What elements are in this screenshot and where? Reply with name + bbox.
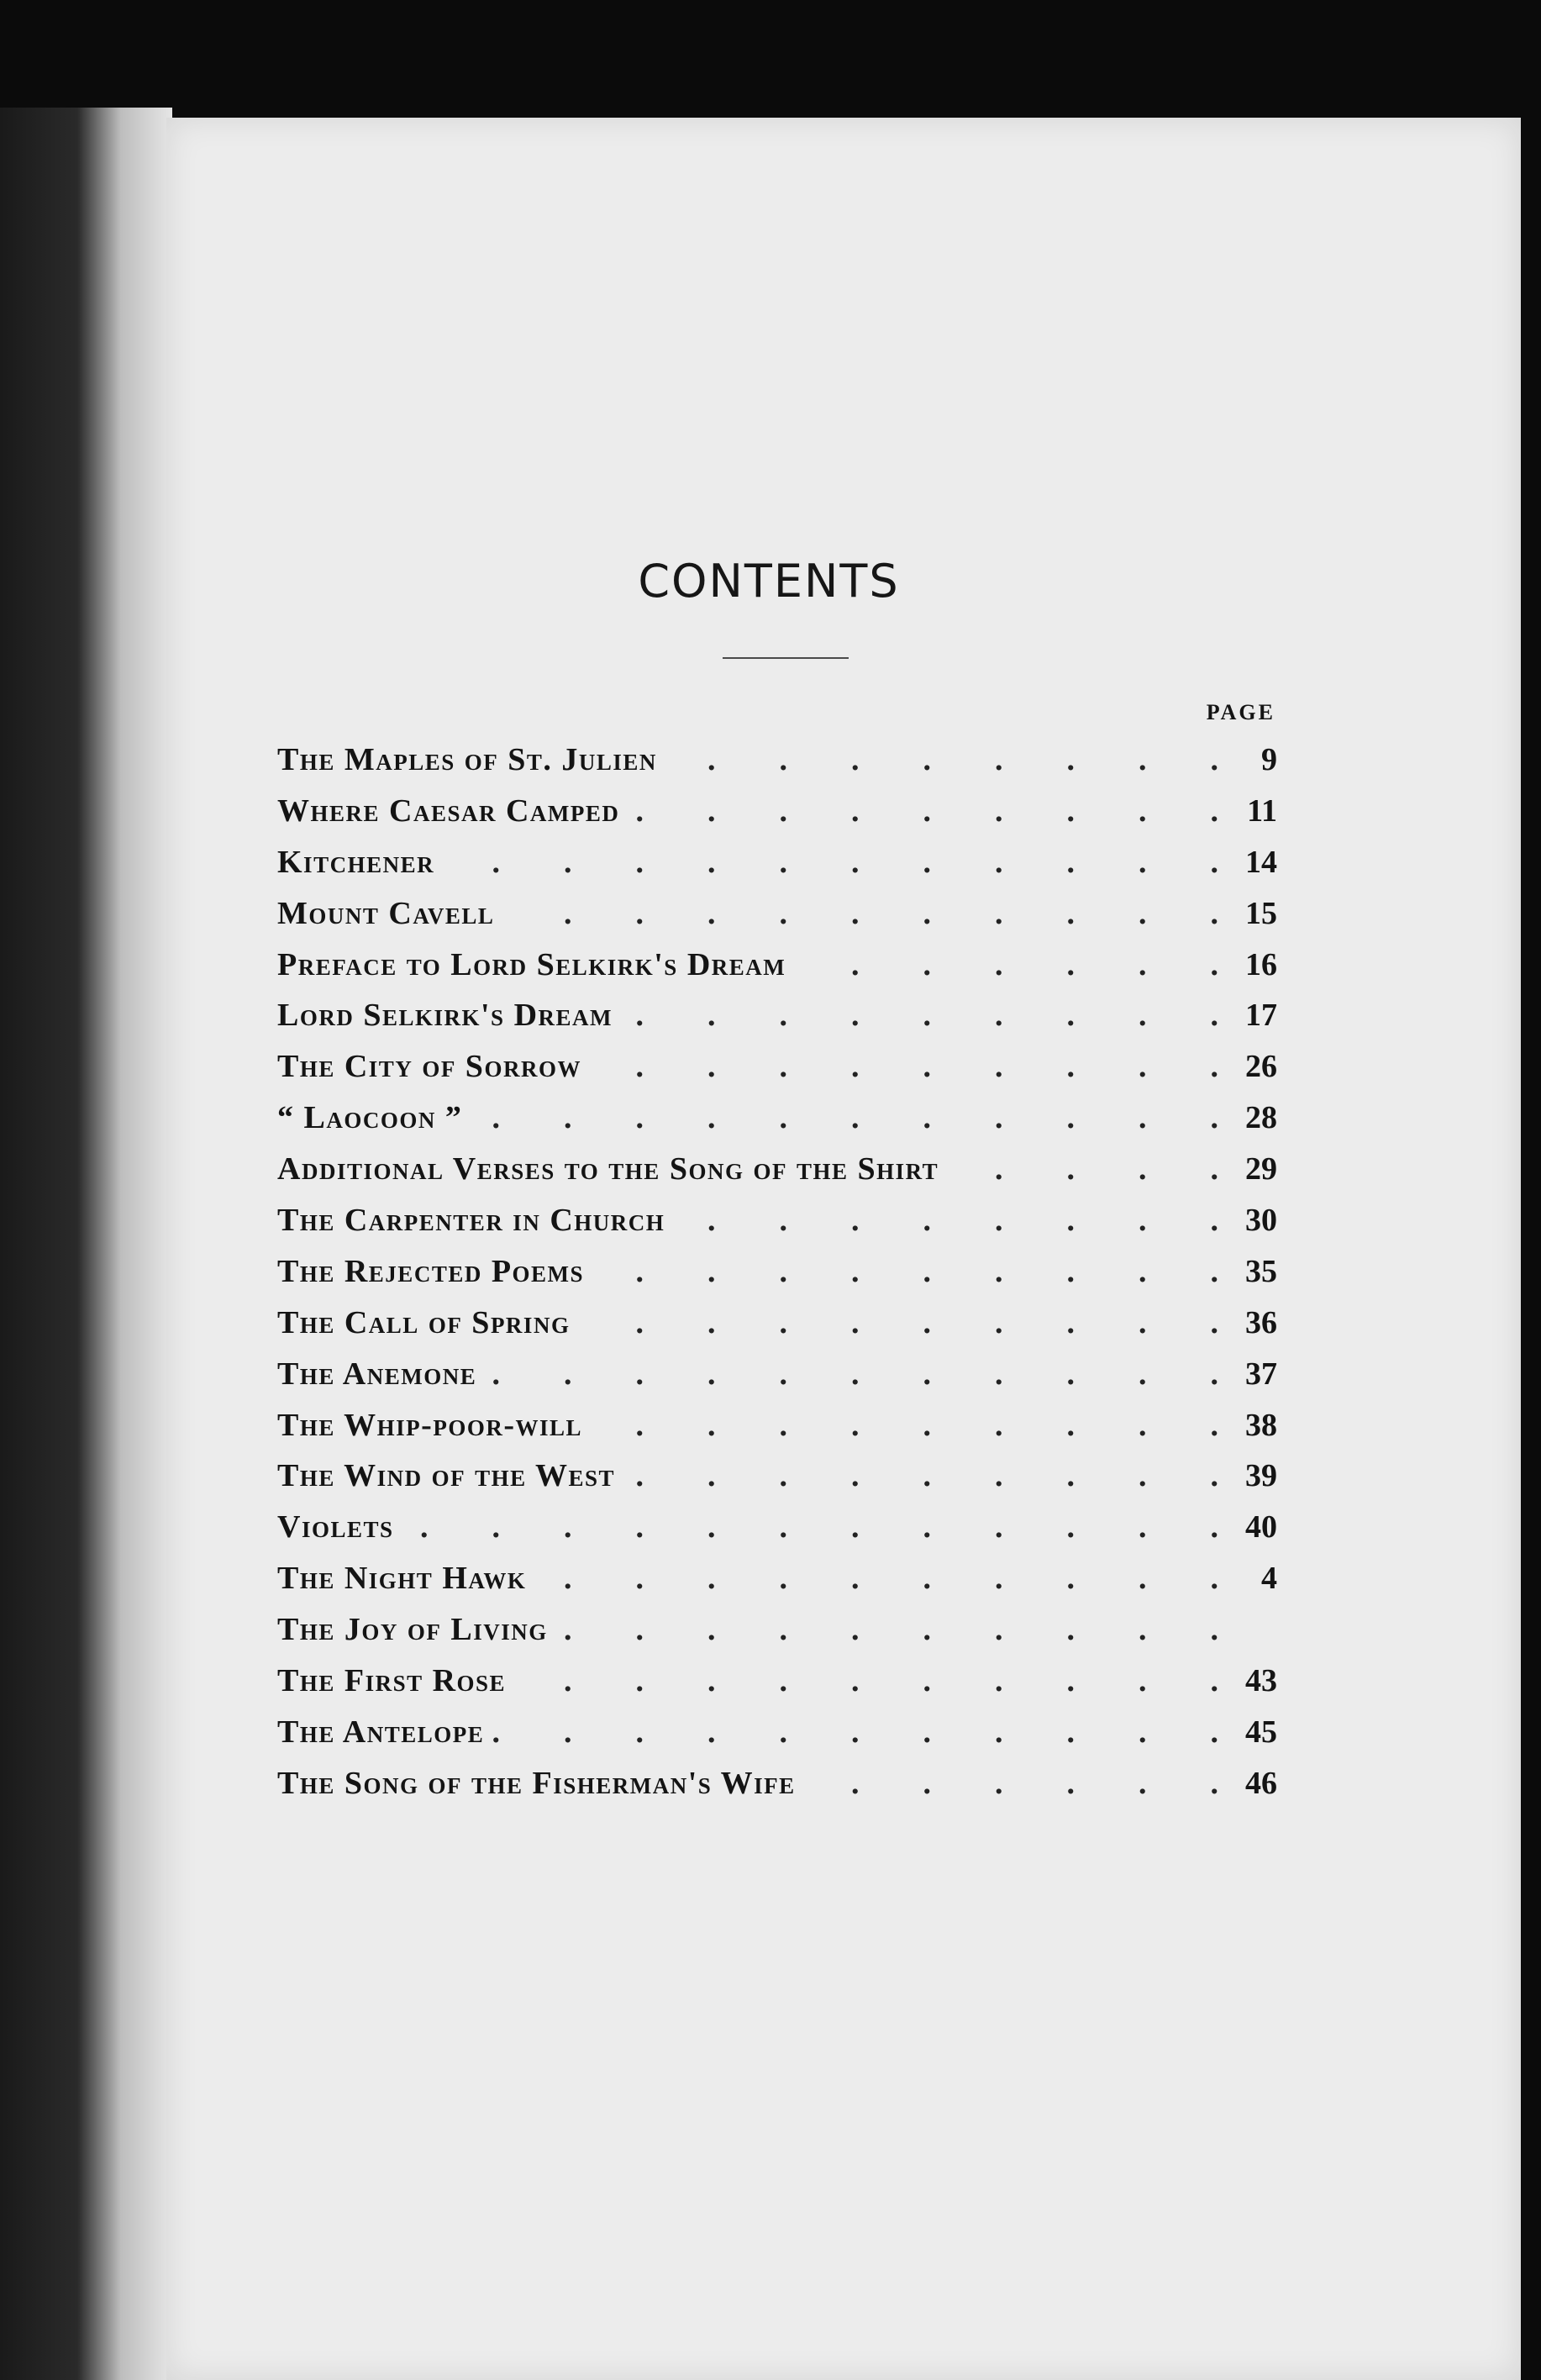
toc-entry-title: The Call of Spring bbox=[277, 1304, 571, 1340]
title-rule bbox=[723, 657, 849, 659]
toc-entry bbox=[277, 1707, 1277, 1758]
toc-entry-title: “ Laocoon ” bbox=[277, 1100, 463, 1136]
toc-entry bbox=[277, 1246, 1277, 1298]
dot-leader bbox=[613, 990, 1218, 1041]
toc-entry-page: 17 bbox=[1245, 998, 1277, 1034]
toc-entry-page: 37 bbox=[1245, 1356, 1277, 1392]
toc-entry bbox=[277, 786, 1277, 837]
toc-entry-title: The Anemone bbox=[277, 1356, 477, 1392]
table-of-contents bbox=[277, 691, 1277, 1809]
toc-entry-page: 14 bbox=[1245, 844, 1277, 880]
toc-entry-page: 46 bbox=[1245, 1765, 1277, 1801]
toc-entry-title: Kitchener bbox=[277, 844, 435, 880]
dot-leader bbox=[506, 1656, 1218, 1707]
toc-entry-title: Lord Selkirk's Dream bbox=[277, 998, 613, 1034]
book-page bbox=[166, 118, 1521, 2380]
toc-entry bbox=[277, 1656, 1277, 1707]
toc-entry bbox=[277, 837, 1277, 888]
dot-leader bbox=[619, 786, 1218, 837]
dot-leader bbox=[394, 1502, 1219, 1553]
toc-entry-page: 43 bbox=[1245, 1663, 1277, 1699]
toc-entry bbox=[277, 1451, 1277, 1502]
toc-entry-title: Where Caesar Camped bbox=[277, 792, 620, 829]
dot-leader bbox=[584, 1246, 1218, 1298]
dot-leader bbox=[484, 1707, 1218, 1758]
toc-entry bbox=[277, 1502, 1277, 1553]
toc-entry bbox=[277, 1093, 1277, 1144]
toc-entry-title: The Joy of Living bbox=[277, 1612, 548, 1648]
toc-entry bbox=[277, 1604, 1277, 1656]
toc-entry-title: The City of Sorrow bbox=[277, 1049, 581, 1085]
book-spine-shadow bbox=[0, 108, 172, 2380]
dot-leader bbox=[476, 1349, 1218, 1400]
toc-entry bbox=[277, 1298, 1277, 1349]
toc-entry-page: 11 bbox=[1247, 792, 1277, 829]
toc-entry-page: 4 bbox=[1261, 1561, 1277, 1597]
toc-entry bbox=[277, 1553, 1277, 1604]
toc-entry-title: The First Rose bbox=[277, 1663, 507, 1699]
dot-leader bbox=[434, 837, 1218, 888]
dot-leader bbox=[582, 1400, 1218, 1451]
toc-entry bbox=[277, 1349, 1277, 1400]
toc-entry-title: Mount Cavell bbox=[277, 895, 495, 931]
toc-entry-page: 38 bbox=[1245, 1407, 1277, 1443]
toc-entry-title: The Carpenter in Church bbox=[277, 1203, 665, 1239]
toc-entry-page: 36 bbox=[1245, 1304, 1277, 1340]
page-column-label: PAGE bbox=[1206, 700, 1275, 724]
toc-entry-page: 28 bbox=[1245, 1100, 1277, 1136]
toc-entry-page: 29 bbox=[1245, 1151, 1277, 1187]
toc-entry-page: 9 bbox=[1261, 742, 1277, 777]
toc-entry-title: The Song of the Fisherman's Wife bbox=[277, 1765, 796, 1801]
toc-entry bbox=[277, 990, 1277, 1041]
toc-entry bbox=[277, 735, 1277, 786]
dot-leader bbox=[796, 1758, 1218, 1809]
dot-leader bbox=[665, 1195, 1218, 1246]
page-title: CONTENTS bbox=[638, 555, 900, 608]
toc-entry-page: 45 bbox=[1245, 1714, 1277, 1750]
dot-leader bbox=[462, 1093, 1218, 1144]
toc-entry bbox=[277, 1400, 1277, 1451]
toc-entry-page: 39 bbox=[1245, 1458, 1277, 1494]
dot-leader bbox=[548, 1604, 1218, 1656]
toc-entry-title: The Night Hawk bbox=[277, 1561, 527, 1597]
dot-leader bbox=[786, 940, 1218, 991]
toc-entry bbox=[277, 940, 1277, 991]
dot-leader bbox=[657, 735, 1218, 786]
dot-leader bbox=[526, 1553, 1218, 1604]
toc-entry-page: 26 bbox=[1245, 1049, 1277, 1085]
toc-entry bbox=[277, 1195, 1277, 1246]
dot-leader bbox=[615, 1451, 1218, 1502]
toc-entry-title: The Whip-poor-will bbox=[277, 1407, 582, 1443]
dot-leader bbox=[570, 1298, 1218, 1349]
toc-entry-title: The Rejected Poems bbox=[277, 1253, 585, 1289]
toc-entry bbox=[277, 1041, 1277, 1093]
toc-entry-page: 30 bbox=[1245, 1203, 1277, 1239]
toc-entry bbox=[277, 1144, 1277, 1195]
toc-entry-title: Preface to Lord Selkirk's Dream bbox=[277, 946, 786, 982]
toc-entry-page: 40 bbox=[1245, 1509, 1277, 1545]
dot-leader bbox=[494, 888, 1218, 940]
toc-entry-title: The Wind of the West bbox=[277, 1458, 616, 1494]
dot-leader bbox=[581, 1041, 1218, 1093]
toc-entry-page: 15 bbox=[1245, 895, 1277, 931]
toc-entry-page: 35 bbox=[1245, 1253, 1277, 1289]
toc-entry-page: 16 bbox=[1245, 946, 1277, 982]
toc-entry-title: Additional Verses to the Song of the Shirt bbox=[277, 1151, 939, 1187]
toc-entry bbox=[277, 888, 1277, 940]
toc-entry-title: The Maples of St. Julien bbox=[277, 742, 657, 777]
toc-entry-title: Violets bbox=[277, 1509, 394, 1545]
dot-leader bbox=[939, 1144, 1218, 1195]
toc-entry bbox=[277, 1758, 1277, 1809]
toc-entry-title: The Antelope bbox=[277, 1714, 485, 1750]
